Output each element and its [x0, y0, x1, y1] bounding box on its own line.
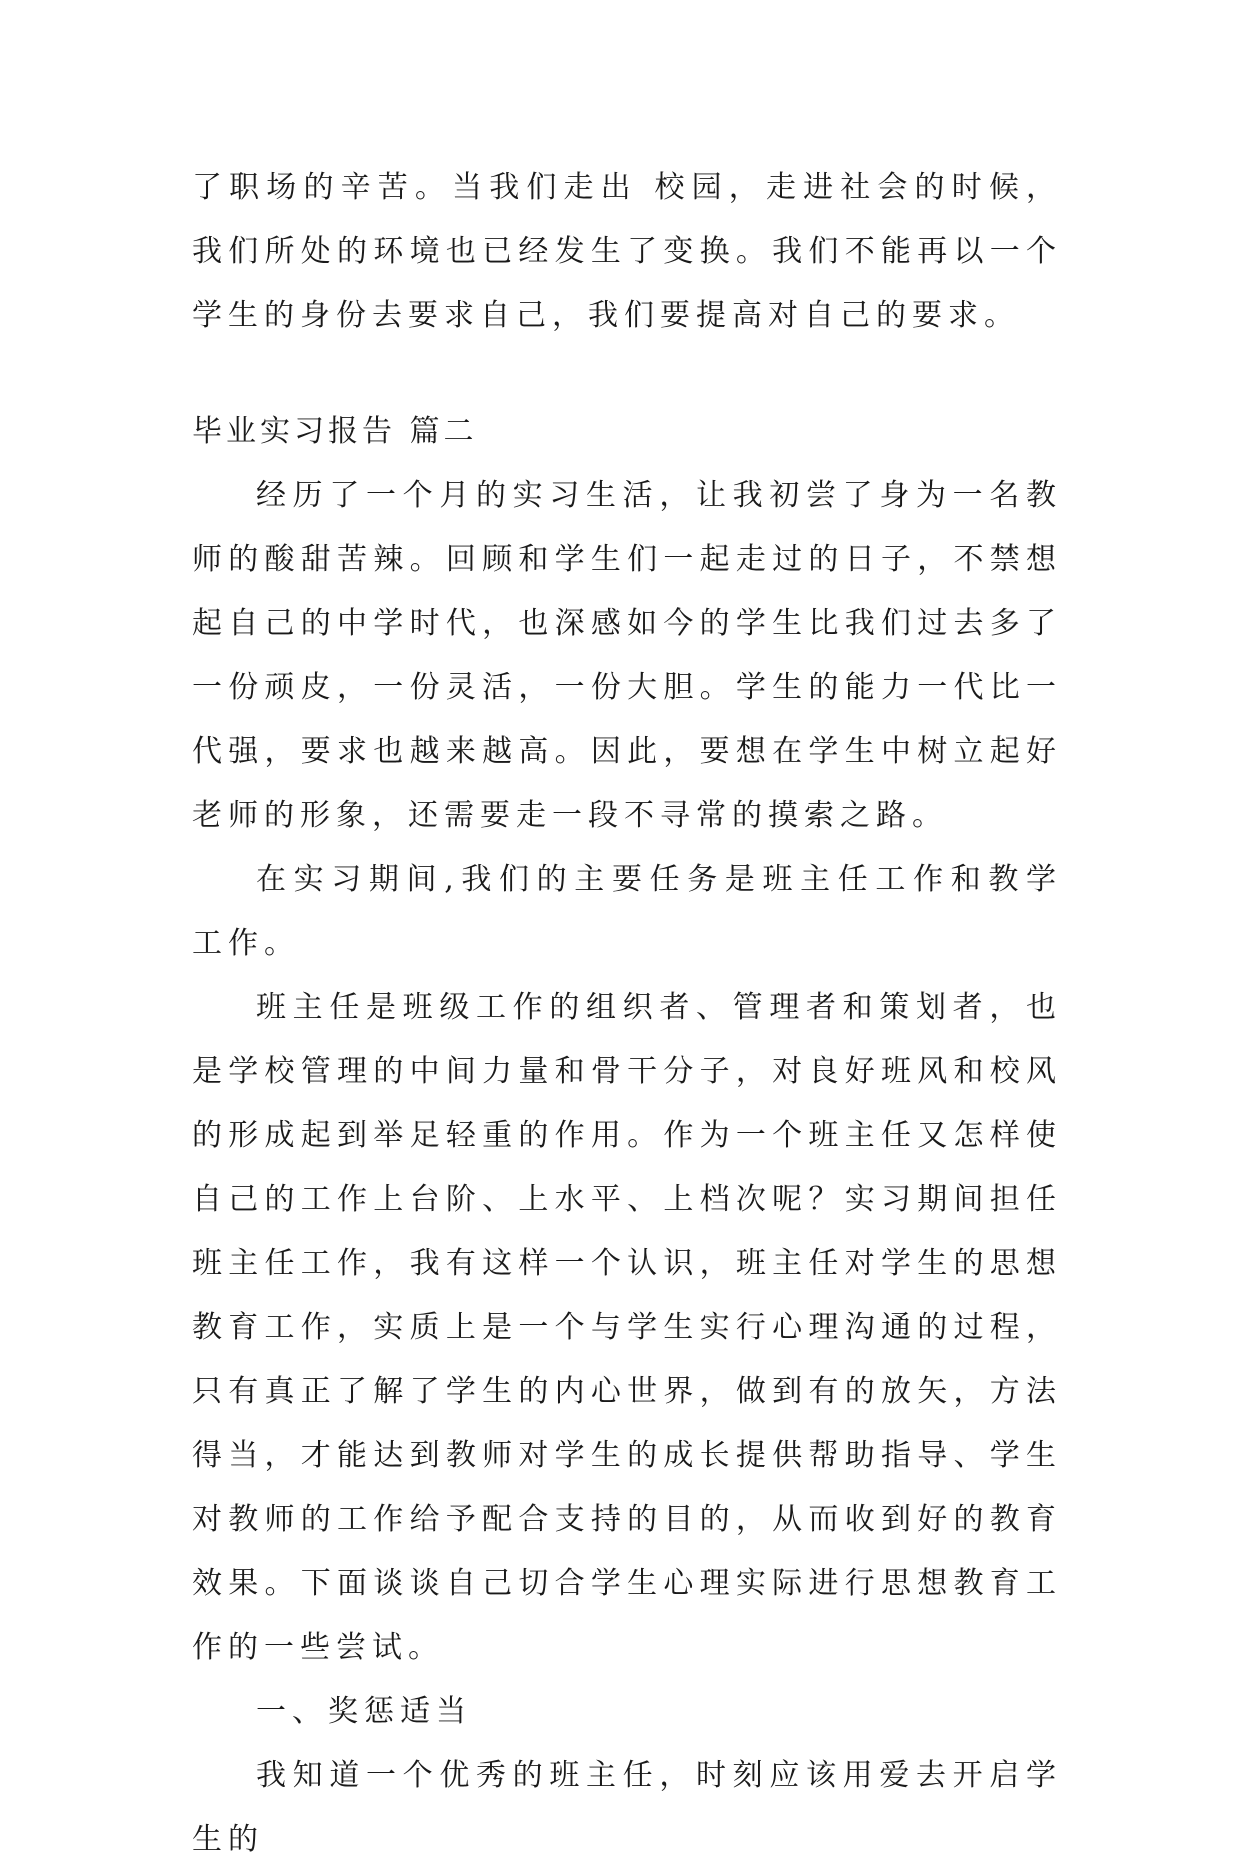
subheading-rewards: 一、奖惩适当 [256, 1694, 472, 1729]
paragraph-tasks: 在实习期间,我们的主要任务是班主任工作和教学工作。 [192, 862, 1062, 961]
paragraph-continuation: 了职场的辛苦。当我们走出 校园，走进社会的时候，我们所处的环境也已经发生了变换。我们不能再以一个学生的身份去要求自己，我们要提高对自己的要求。 [192, 170, 1062, 333]
paragraph-intro: 经历了一个月的实习生活，让我初尝了身为一名教师的酸甜苦辣。回顾和学生们一起走过的日子，不禁想起自己的中学时代，也深感如今的学生比我们过去多了一份顽皮，一份灵活，一份大胆。学生的能力一代比一代强，要求也越来越高。因此，要想在学生中树立起好老师的形象，还需要走一段不寻常的摸索之路。 [192, 478, 1062, 833]
paragraph-class-teacher: 班主任是班级工作的组织者、管理者和策划者，也是学校管理的中间力量和骨干分子，对良好班风和校风的形成起到举足轻重的作用。作为一个班主任又怎样使自己的工作上台阶、上水平、上档次呢？实习期间担任班主任工作，我有这样一个认识，班主任对学生的思想教育工作，实质上是一个与学生实行心理沟通的过程，只有真正了解了学生的内心世界，做到有的放矢，方法得当，才能达到教师对学生的成长提供帮助指导、学生对教师的工作给予配合支持的目的，从而收到好的教育效果。下面谈谈自己切合学生心理实际进行思想教育工作的一些尝试。 [192, 990, 1062, 1665]
document-body [192, 156, 1062, 1872]
section-heading: 毕业实习报告 篇二 [192, 414, 478, 449]
paragraph-love: 我知道一个优秀的班主任，时刻应该用爱去开启学生的 [192, 1758, 1062, 1857]
